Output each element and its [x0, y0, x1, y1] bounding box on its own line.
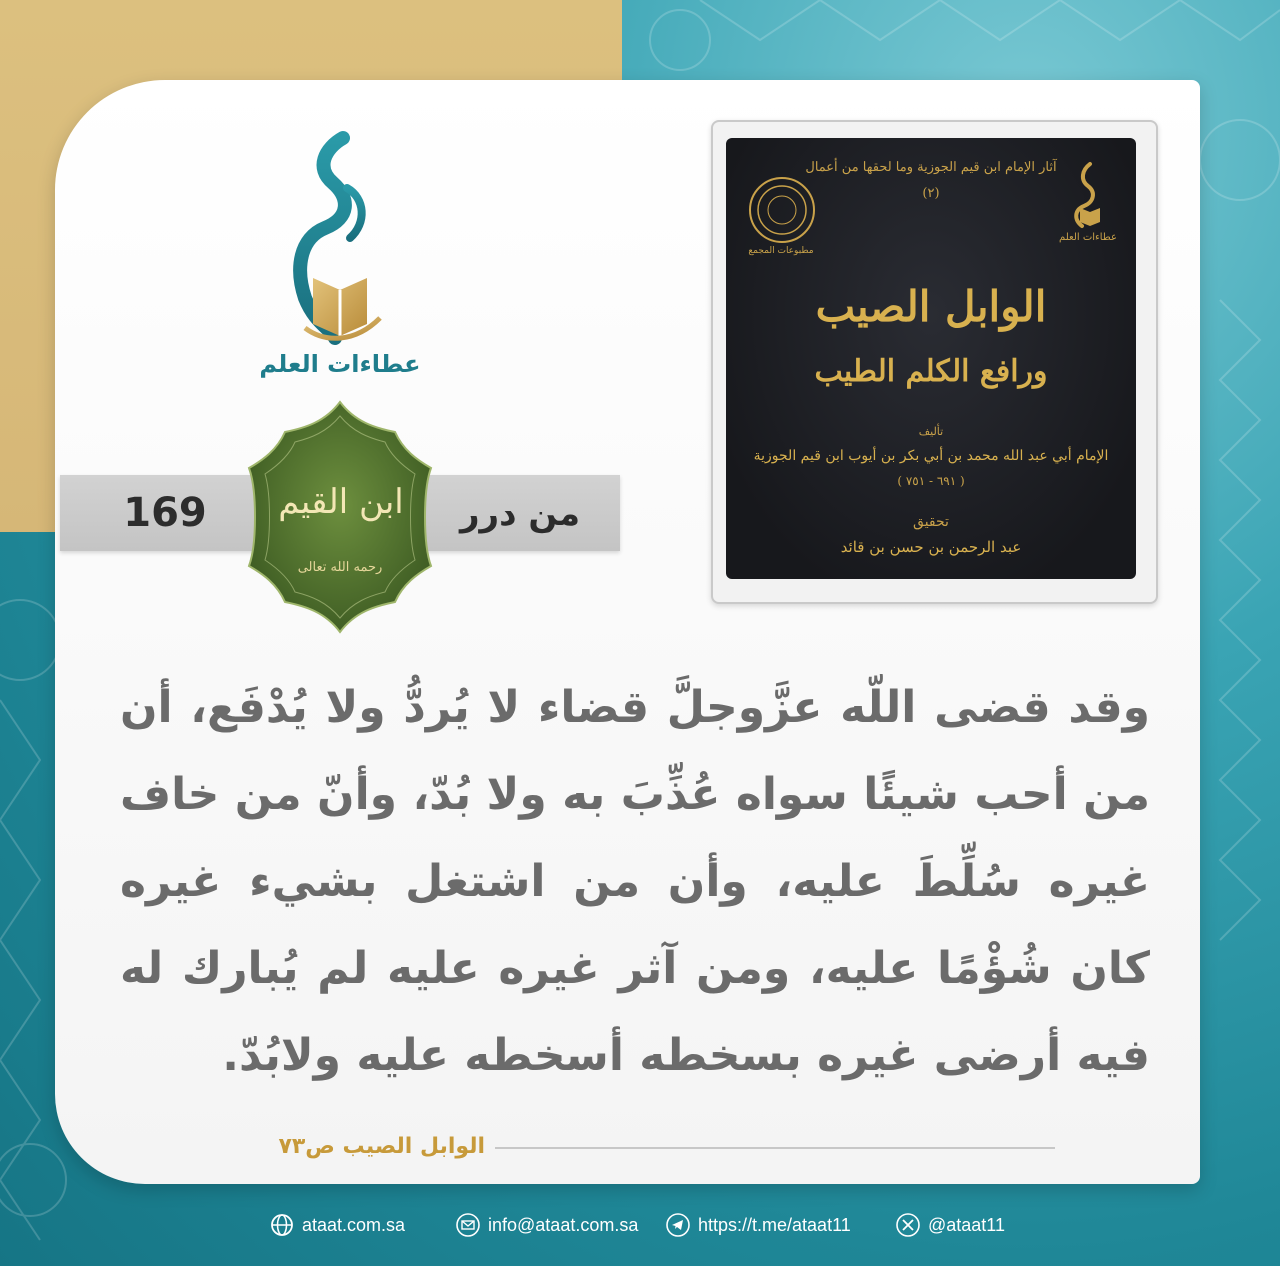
footer-telegram[interactable] — [666, 1210, 851, 1240]
cover-by-label: تأليف — [918, 425, 944, 438]
x-logo-icon — [896, 1213, 920, 1237]
brand-name: عطاءات العلم — [259, 350, 421, 378]
footer-email[interactable] — [456, 1210, 638, 1240]
series-label: من درر — [459, 494, 581, 534]
footer-x[interactable] — [896, 1210, 1005, 1240]
quote-text: وقد قضى اللّه عزَّوجلَّ قضاء لا يُردُّ ولا يُدْفَع، أن من أحب شيئًا سواه عُذِّبَ به ولا بُدّ، وأنّ من خاف غيره سُلِّطَ عليه، وأن من اشتغل بشيء غيره كان شُؤْمًا عليه، ومن آثر غيره عليه لم يُبارك له فيه أرضى غيره بسخطه أسخطه عليه ولابُدّ. — [120, 682, 1150, 1081]
telegram-text: https://t.me/ataat11 — [698, 1214, 851, 1235]
medallion-title: ابن القيم — [278, 482, 404, 522]
cover-dates: ( ٦٩١ - ٧٥١ ) — [897, 474, 965, 488]
academy-seal-icon — [747, 175, 817, 245]
brand-logo-icon — [255, 128, 425, 388]
cover-editor: عبد الرحمن بن حسن بن قائد — [840, 538, 1022, 556]
x-handle-text: @ataat11 — [928, 1214, 1005, 1235]
cover-seal-caption: مطبوعات المجمع — [748, 246, 814, 256]
cover-series-text: آثار الإمام ابن قيم الجوزية وما لحقها من أعمال — [805, 160, 1057, 175]
cover-editor-label: تحقيق — [913, 514, 949, 530]
source-divider — [495, 1147, 1055, 1149]
cover-logo-caption: عطاءات العلم — [1059, 232, 1117, 243]
telegram-icon — [666, 1213, 690, 1237]
source-reference: الوابل الصيب ص٧٣ — [278, 1134, 485, 1159]
cover-brand-logo-icon — [1060, 160, 1116, 230]
footer-website[interactable] — [270, 1210, 405, 1240]
cover-subtitle: ورافع الكلم الطيب — [814, 354, 1048, 389]
email-icon — [456, 1213, 480, 1237]
cover-volume: (٢) — [922, 186, 940, 201]
website-text: ataat.com.sa — [302, 1214, 406, 1235]
medallion-subtitle: رحمه الله تعالى — [297, 560, 383, 575]
post-number: 169 — [123, 490, 207, 536]
cover-title: الوابل الصيب — [815, 282, 1047, 331]
globe-icon — [270, 1213, 294, 1237]
email-text: info@ataat.com.sa — [488, 1214, 639, 1235]
cover-author: الإمام أبي عبد الله محمد بن أبي بكر بن أيوب ابن قيم الجوزية — [753, 448, 1109, 464]
